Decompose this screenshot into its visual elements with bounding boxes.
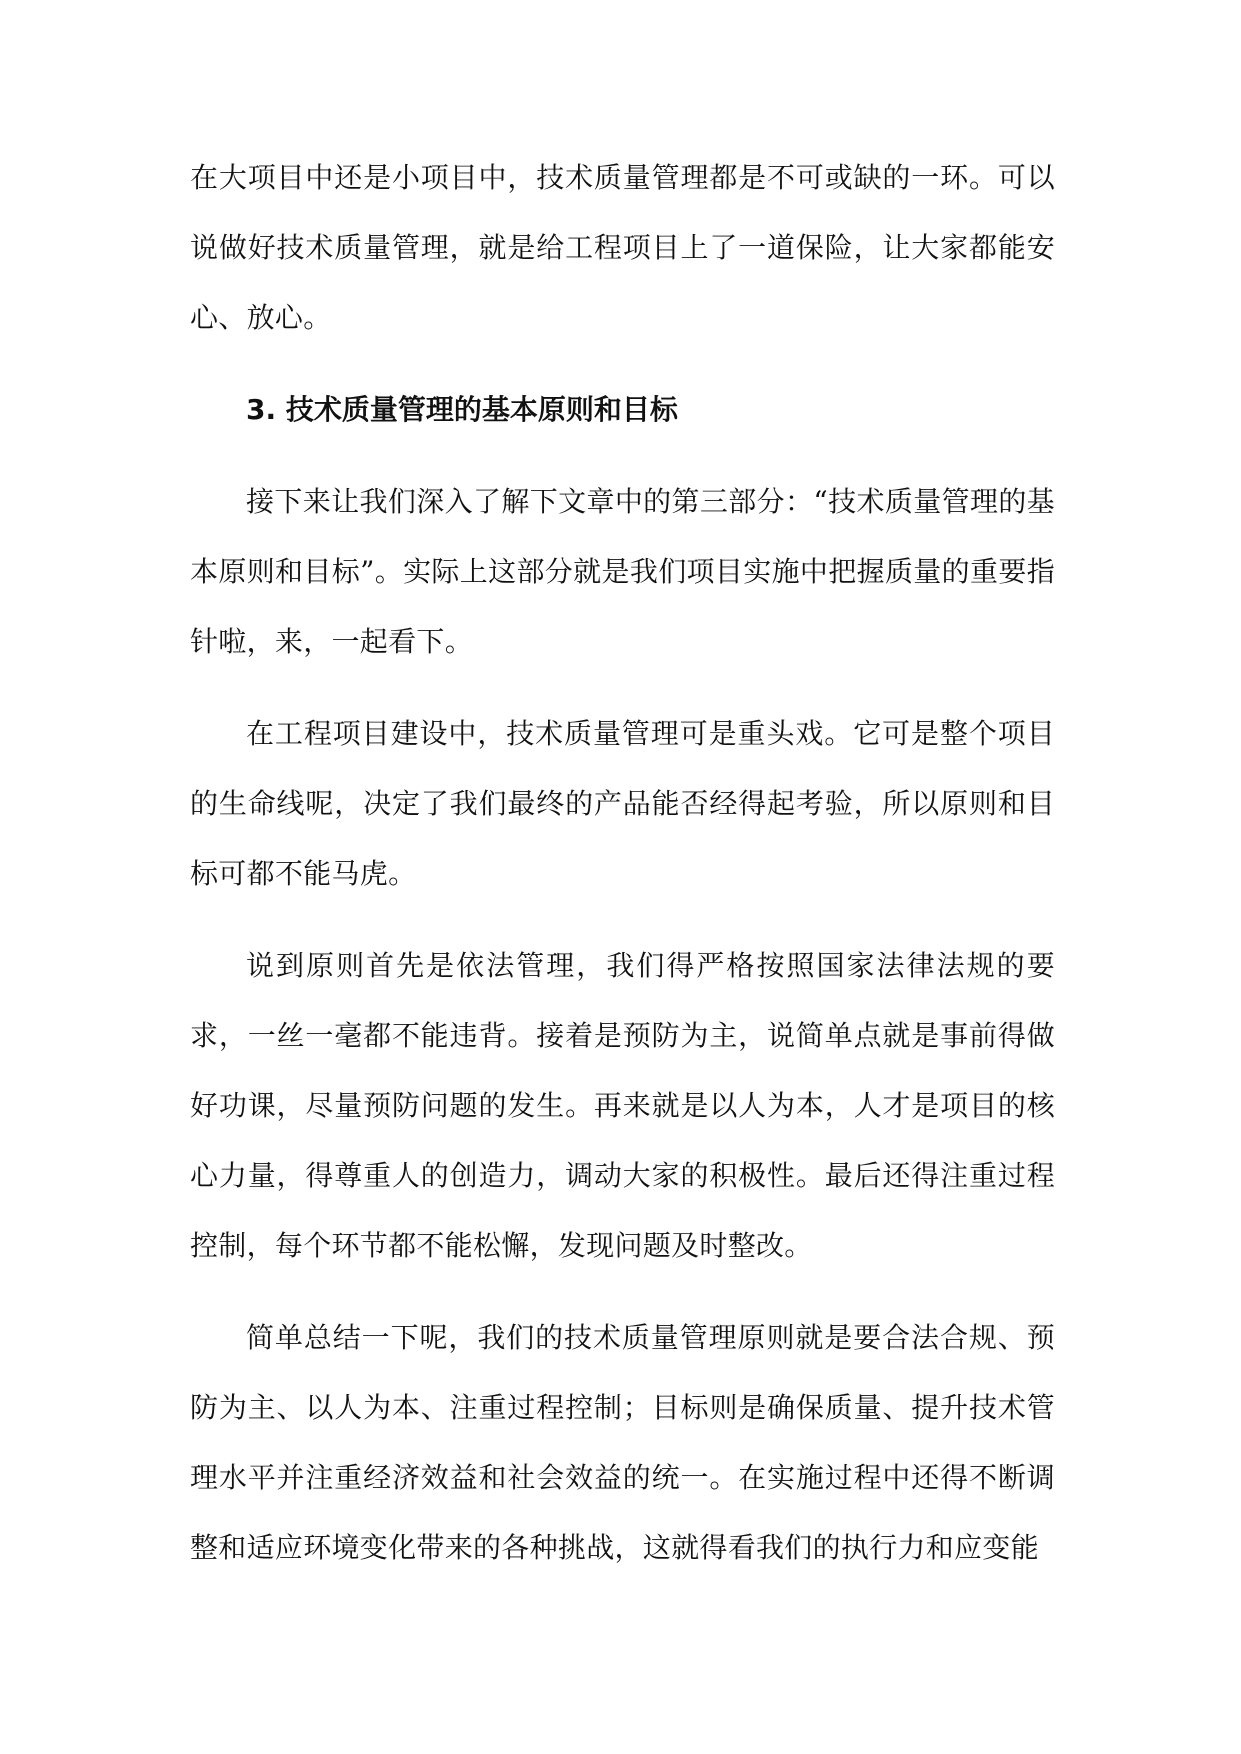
paragraph: 在工程项目建设中，技术质量管理可是重头戏。它可是整个项目的生命线呢，决定了我们最终的产品能否经得起考验，所以原则和目标可都不能马虎。 (190, 717, 1055, 890)
paragraph: 接下来让我们深入了解下文章中的第三部分：“技术质量管理的基本原则和目标”。实际上这部分就是我们项目实施中把握质量的重要指针啦，来，一起看下。 (190, 485, 1055, 658)
paragraph: 简单总结一下呢，我们的技术质量管理原则就是要合法合规、预防为主、以人为本、注重过程控制；目标则是确保质量、提升技术管理水平并注重经济效益和社会效益的统一。在实施过程中还得不断调整和适应环境变化带来的各种挑战，这就得看我们的执行力和应变能 (190, 1321, 1055, 1564)
paragraph-continuation: 在大项目中还是小项目中，技术质量管理都是不可或缺的一环。可以说做好技术质量管理，就是给工程项目上了一道保险，让大家都能安心、放心。 (190, 161, 1055, 334)
paragraph: 说到原则首先是依法管理，我们得严格按照国家法律法规的要求，一丝一毫都不能违背。接着是预防为主，说简单点就是事前得做好功课，尽量预防问题的发生。再来就是以人为本，人才是项目的核心力量，得尊重人的创造力，调动大家的积极性。最后还得注重过程控制，每个环节都不能松懈，发现问题及时整改。 (190, 949, 1055, 1262)
document-body (190, 143, 1055, 1605)
section-heading: 3. 技术质量管理的基本原则和目标 (246, 393, 678, 426)
